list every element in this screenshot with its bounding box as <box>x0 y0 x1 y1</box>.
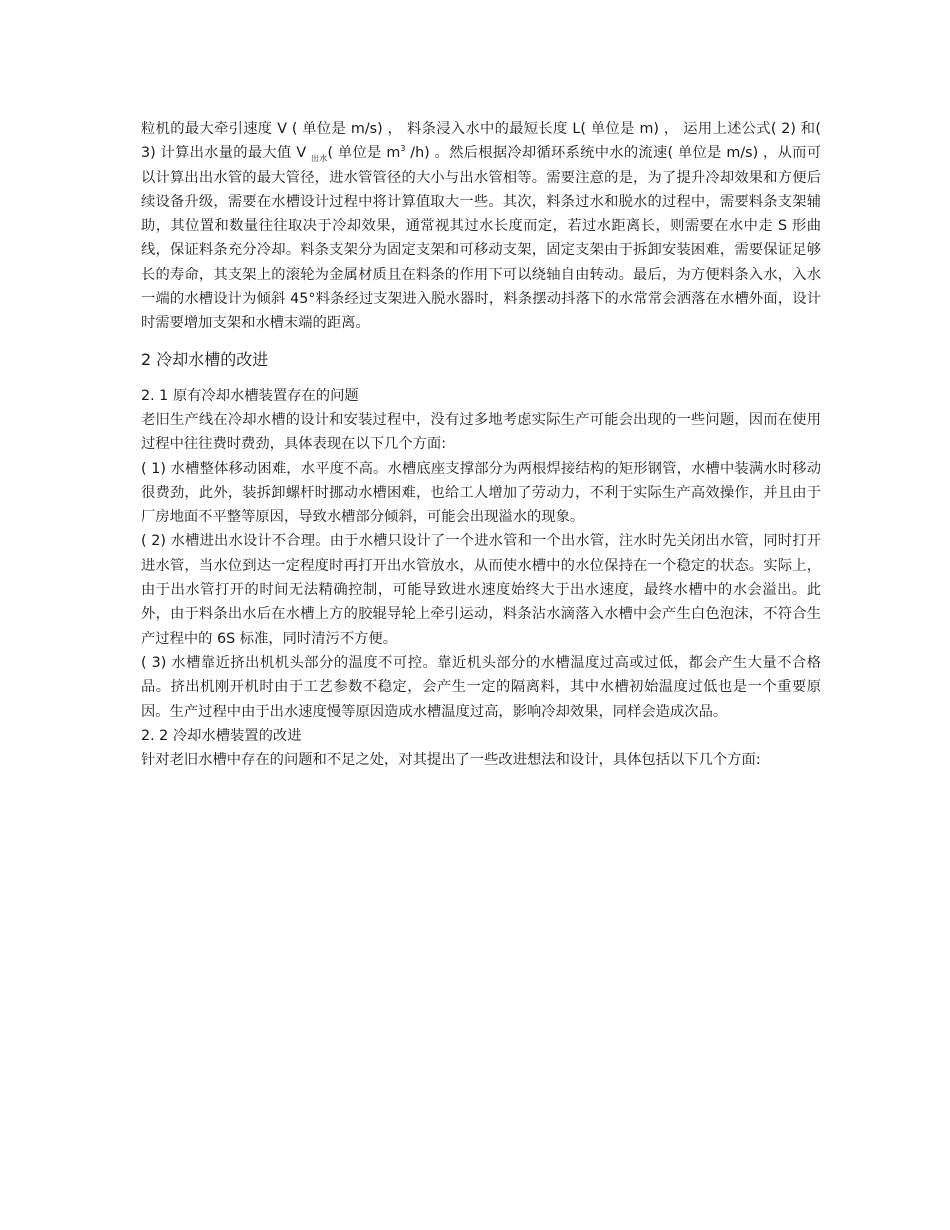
problem-item-1: ( 1) 水槽整体移动困难，水平度不高。水槽底座支撑部分为两根焊接结构的矩形钢管，水槽中装满水时移动很费劲，此外，装拆卸螺杆时挪动水槽困难，也给工人增加了劳动力，不利于实际生产高效操作，并且由于厂房地面不平整等原因，导致水槽部分倾斜，可能会出现溢水的现象。 <box>141 460 821 526</box>
intro-text-a: 粒机的最大牵引速度 V ( 单位是 m/s) ， 料条浸入水中的最短长度 L( 单位是 m) ， 运用上述公式( 2) 和( 3) 计算出水量的最大值 V <box>141 121 821 162</box>
intro-text-c: /h) 。然后根据冷却循环系统中水的流速( 单位是 m/s) ，从而可以计算出出水管的最大管径，进水管管径的大小与出水管相等。需要注意的是，为了提升冷却效果和方便后续设备升级，需要在水槽设计过程中将计算值取大一些。其次，料条过水和脱水的过程中，需要料条支架辅助，其位置和数量往往取决于冷却效果，通常视其过水长度而定，若过水距离长，则需要在水中走 S 形曲线，保证料条充分冷却。料条支架分为固定支架和可移动支架，固定支架由于拆卸安装困难，需要保证足够长的寿命，其支架上的滚轮为金属材质且在料条的作用下可以绕轴自由转动。最后，为方便料条入水，入水一端的水槽设计为倾斜 45°料条经过支架进入脱水器时，料条摆动抖落下的水常常会洒落在水槽外面，设计时需要增加支架和水槽末端的距离。 <box>141 145 822 332</box>
improvements-intro-paragraph: 针对老旧水槽中存在的问题和不足之处，对其提出了一些改进想法和设计，具体包括以下几个方面: <box>141 752 761 769</box>
problem-item-3: ( 3) 水槽靠近挤出机机头部分的温度不可控。靠近机头部分的水槽温度过高或过低，都会产生大量不合格品。挤出机刚开机时由于工艺参数不稳定，会产生一定的隔离料，其中水槽初始温度过低也是一个重要原因。生产过程中由于出水速度慢等原因造成水槽温度过高，影响冷却效果，同样会造成次品。 <box>141 654 821 720</box>
section-heading: 2 冷却水槽的改进 <box>141 349 269 369</box>
intro-subscript: 出水 <box>310 154 328 164</box>
problems-intro-paragraph: 老旧生产线在冷却水槽的设计和安装过程中，没有过多地考虑实际生产可能会出现的一些问题，因而在使用过程中往往费时费劲，具体表现在以下几个方面: <box>141 411 821 453</box>
document-page <box>141 117 821 772</box>
intro-paragraph <box>141 117 821 336</box>
subsection-heading-problems: 2. 1 原有冷却水槽装置存在的问题 <box>141 387 359 404</box>
subsection-heading-improvements: 2. 2 冷却水槽装置的改进 <box>141 727 302 744</box>
intro-superscript: 3 <box>400 144 406 154</box>
problem-item-2: ( 2) 水槽进出水设计不合理。由于水槽只设计了一个进水管和一个出水管，注水时先关闭出水管，同时打开进水管，当水位到达一定程度时再打开出水管放水，从而使水槽中的水位保持在一个稳定的状态。实际上，由于出水管打开的时间无法精确控制，可能导致进水速度始终大于出水速度，最终水槽中的水会溢出。此外，由于料条出水后在水槽上方的胶辊导轮上牵引运动，料条沾水滴落入水槽中会产生白色泡沫，不符合生产过程中的 6S 标准，同时清污不方便。 <box>141 533 821 647</box>
intro-text-b: ( 单位是 m <box>327 145 401 162</box>
